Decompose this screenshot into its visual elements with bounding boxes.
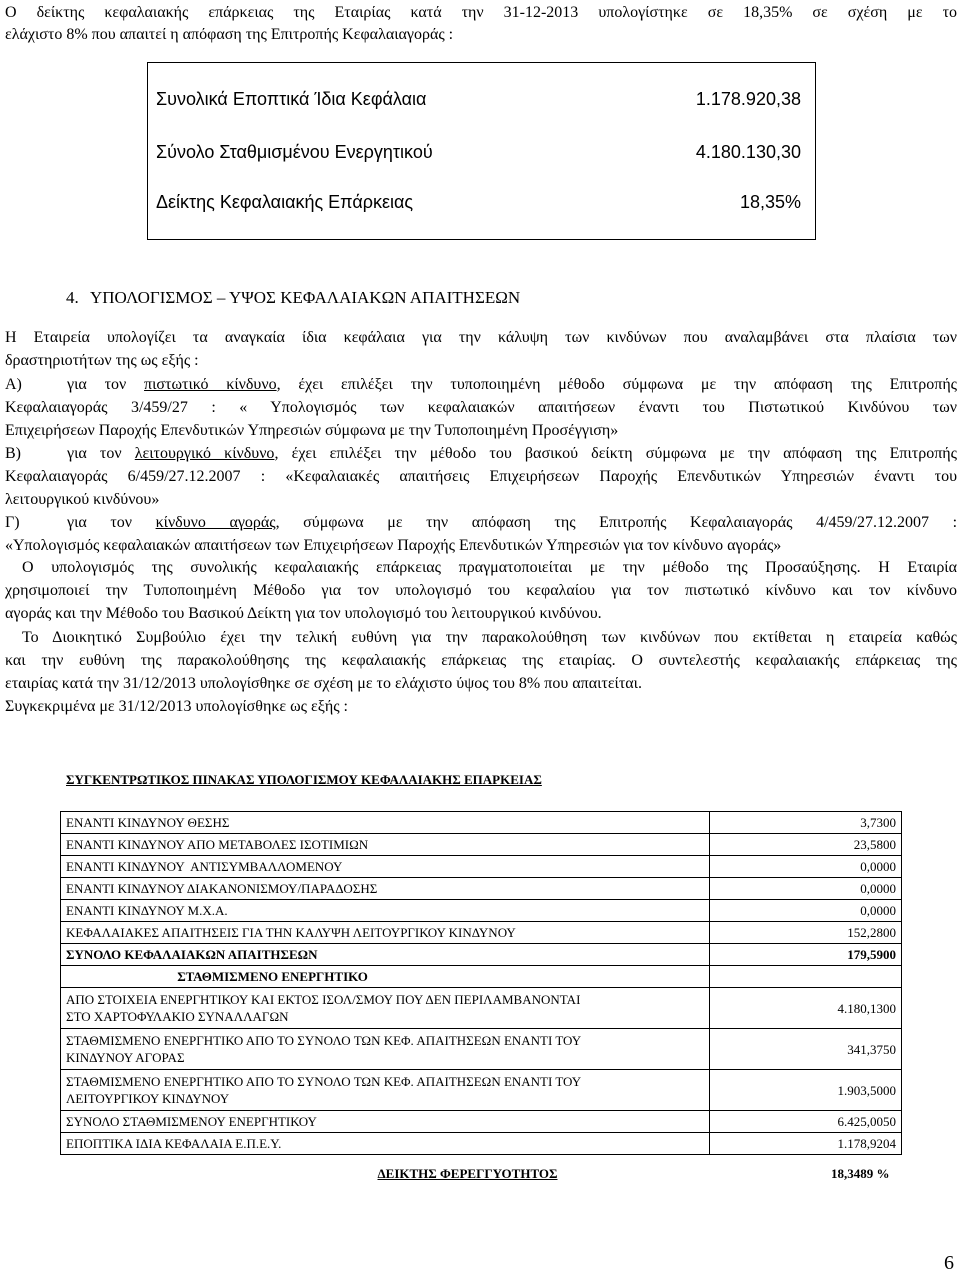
capital-adequacy-table — [60, 811, 902, 1183]
row-label: ΕΝΑΝΤΙ ΚΙΝΔΥΝΟΥ ΑΠΟ ΜΕΤΑΒΟΛΕΣ ΙΣΟΤΙΜΙΩΝ — [61, 834, 710, 856]
item-b-line-3: λειτουργικού κινδύνου» — [5, 491, 160, 508]
row-value: 0,0000 — [710, 856, 902, 878]
body-p1-line-1: Η Εταιρεία υπολογίζει τα αναγκαία ίδια κεφάλαια για την κάλυψη των κινδύνων που αναλαμβάνει στα πλαίσια των — [5, 329, 957, 346]
table-row-ratio — [61, 1155, 902, 1184]
row-label: ΕΠΟΠΤΙΚΑ ΙΔΙΑ ΚΕΦΑΛΑΙΑ Ε.Π.Ε.Υ. — [61, 1133, 710, 1155]
table-row — [61, 1070, 902, 1111]
table-row — [61, 900, 902, 922]
row-value: 6.425,0050 — [710, 1111, 902, 1133]
summary-label-own-funds: Συνολικά Εποπτικά Ίδια Κεφάλαια — [156, 89, 427, 109]
item-c-pre: για τον — [67, 514, 132, 531]
ratio-label: ΔΕΙΚΤΗΣ ΦΕΡΕΓΓΥΟΤΗΤΟΣ — [377, 1166, 558, 1181]
item-b-rest: , έχει επιλέξει την μέθοδο του βασικού δείκτη σύμφωνα με την απόφαση της Επιτροπής — [274, 445, 958, 462]
table-row-total — [61, 944, 902, 966]
row-value: 1.178,9204 — [710, 1133, 902, 1155]
item-b-line-1 — [67, 443, 957, 465]
row-value: 341,3750 — [710, 1029, 902, 1070]
row-value: 1.903,5000 — [710, 1070, 902, 1111]
row-value: 152,2800 — [710, 922, 902, 944]
row-value: 3,7300 — [710, 812, 902, 834]
item-c-prefix: Γ) — [5, 514, 20, 531]
row-value: 0,0000 — [710, 900, 902, 922]
row-label: ΕΝΑΝΤΙ ΚΙΝΔΥΝΟΥ ΑΝΤΙΣΥΜΒΑΛΛΟΜΕΝΟΥ — [61, 856, 710, 878]
body-p2-line-1: Ο υπολογισμός της συνολικής κεφαλαιακής επάρκειας πραγματοποιείται με την μέθοδο της Προσαύξησης. Η Εταιρία — [22, 559, 957, 576]
intro-line-1: Ο δείκτης κεφαλαιακής επάρκειας της Εταιρίας κατά την 31-12-2013 υπολογίστηκε σε 18,35% σε σχέση με το — [5, 4, 957, 21]
ratio-value: 18,3489 % — [831, 1166, 890, 1181]
table-row — [61, 856, 902, 878]
item-a-prefix: Α) — [5, 376, 22, 393]
item-a-line-3: Επιχειρήσεων Παροχής Επενδυτικών Υπηρεσιών σύμφωνα με την Τυποποιημένη Προσέγγιση» — [5, 422, 619, 439]
item-b-pre: για τον — [67, 445, 122, 462]
table-row — [61, 1111, 902, 1133]
table-row — [61, 812, 902, 834]
summary-label-weighted-assets: Σύνολο Σταθμισμένου Ενεργητικού — [156, 142, 433, 162]
row-label: ΣΤΑΘΜΙΣΜΕΝΟ ΕΝΕΡΓΗΤΙΚΟ ΑΠΟ ΤΟ ΣΥΝΟΛΟ ΤΩΝ ΚΕΦ. ΑΠΑΙΤΗΣΕΩΝ ΕΝΑΝΤΙ ΤΟΥ ΚΙΝΔΥΝΟΥ ΑΓΟΡΑΣ — [61, 1029, 710, 1070]
table-row — [61, 1133, 902, 1155]
total-value: 179,5900 — [710, 944, 902, 966]
row-label: ΣΤΑΘΜΙΣΜΕΝΟ ΕΝΕΡΓΗΤΙΚΟ ΑΠΟ ΤΟ ΣΥΝΟΛΟ ΤΩΝ ΚΕΦ. ΑΠΑΙΤΗΣΕΩΝ ΕΝΑΝΤΙ ΤΟΥ ΛΕΙΤΟΥΡΓΙΚΟΥ ΚΙΝΔΥΝΟΥ — [61, 1070, 710, 1111]
row-value: 0,0000 — [710, 878, 902, 900]
item-a-rest: , έχει επιλέξει την τυποποιημένη μέθοδο σύμφωνα με την απόφαση της Επιτροπής — [276, 376, 958, 393]
row-label: ΕΝΑΝΤΙ ΚΙΝΔΥΝΟΥ ΘΕΣΗΣ — [61, 812, 710, 834]
summary-label-ratio: Δείκτης Κεφαλαιακής Επάρκειας — [156, 192, 414, 212]
summary-value-own-funds: 1.178.920,38 — [695, 89, 801, 109]
section-number: 4. — [66, 288, 79, 307]
section-title: ΥΠΟΛΟΓΙΣΜΟΣ – ΥΨΟΣ ΚΕΦΑΛΑΙΑΚΩΝ ΑΠΑΙΤΗΣΕΩΝ — [90, 288, 521, 307]
table-row — [61, 988, 902, 1029]
item-a-line-1 — [67, 374, 957, 396]
summary-box — [147, 62, 816, 240]
body-p2-line-2: χρησιμοποιεί την Τυποποιημένη Μέθοδο για τον υπολογισμό του κεφαλαίου για τον πιστωτικό κίνδυνο και τον κίνδυνο — [5, 582, 957, 599]
row-label: ΕΝΑΝΤΙ ΚΙΝΔΥΝΟΥ ΔΙΑΚΑΝΟΝΙΣΜΟΥ/ΠΑΡΑΔΟΣΗΣ — [61, 878, 710, 900]
summary-value-weighted-assets: 4.180.130,30 — [695, 142, 801, 162]
item-c-line-1 — [67, 512, 957, 534]
intro-line-2: ελάχιστο 8% που απαιτεί η απόφαση της Επιτροπής Κεφαλαιαγοράς : — [5, 26, 454, 43]
body-p4: Συγκεκριμένα με 31/12/2013 υπολογίσθηκε ως εξής : — [5, 698, 348, 715]
summary-value-ratio: 18,35% — [739, 192, 801, 212]
body-p3-line-1: Το Διοικητικό Συμβούλιο έχει την τελική ευθύνη για την παρακολούθηση των κινδύνων που εκτίθεται η εταιρεία καθώς — [22, 629, 957, 646]
item-b-line-2: Κεφαλαιαγοράς 6/459/27.12.2007 : «Κεφαλαιακές απαιτήσεις Επιχειρήσεων Παροχής Επενδυτικών Υπηρεσιών έναντι του — [5, 468, 957, 485]
item-a-pre: για τον — [67, 376, 127, 393]
total-label: ΣΥΝΟΛΟ ΚΕΦΑΛΑΙΑΚΩΝ ΑΠΑΙΤΗΣΕΩΝ — [61, 944, 710, 966]
item-c-line-2: «Υπολογισμός κεφαλαιακών απαιτήσεων των Επιχειρήσεων Παροχής Επενδυτικών Υπηρεσιών για τον κίνδυνο αγοράς» — [5, 537, 782, 554]
item-c-rest: , σύμφωνα με την απόφαση της Επιτροπής Κεφαλαιαγοράς 4/459/27.12.2007 : — [275, 514, 958, 531]
table-title: ΣΥΓΚΕΝΤΡΩΤΙΚΟΣ ΠΙΝΑΚΑΣ ΥΠΟΛΟΓΙΣΜΟΥ ΚΕΦΑΛΑΙΑΚΗΣ ΕΠΑΡΚΕΙΑΣ — [66, 772, 542, 787]
row-value: 23,5800 — [710, 834, 902, 856]
item-a-line-2: Κεφαλαιαγοράς 3/459/27 : « Υπολογισμός των κεφαλαιακών απαιτήσεων έναντι του Πιστωτικού Κινδύνου των — [5, 399, 957, 416]
table-row — [61, 834, 902, 856]
item-a-link: πιστωτικό κίνδυνο — [144, 376, 277, 393]
row-label: ΚΕΦΑΛΑΙΑΚΕΣ ΑΠΑΙΤΗΣΕΙΣ ΓΙΑ ΤΗΝ ΚΑΛΥΨΗ ΛΕΙΤΟΥΡΓΙΚΟΥ ΚΙΝΔΥΝΟΥ — [61, 922, 710, 944]
row-label: ΑΠΟ ΣΤΟΙΧΕΙΑ ΕΝΕΡΓΗΤΙΚΟΥ ΚΑΙ ΕΚΤΟΣ ΙΣΟΛ/ΣΜΟΥ ΠΟΥ ΔΕΝ ΠΕΡΙΛΑΜΒΑΝΟΝΤΑΙ ΣΤΟ ΧΑΡΤΟΦΥΛΑΚΙΟ ΣΥΝΑΛΛΑΓΩΝ — [61, 988, 710, 1029]
body-p2-line-3: αγοράς και την Μέθοδο του Βασικού Δείκτη για τον υπολογισμό του λειτουργικού κινδύνου. — [5, 605, 602, 622]
body-p3-line-3: εταιρίας κατά την 31/12/2013 υπολογίσθηκε σε σχέση με το ελάχιστο ύψος του 8% που απαιτείται. — [5, 675, 642, 692]
item-b-prefix: Β) — [5, 445, 21, 462]
table-row — [61, 878, 902, 900]
body-p1-line-2: δραστηριοτήτων της ως εξής : — [5, 352, 199, 369]
item-c-link: κίνδυνο αγοράς — [155, 514, 276, 531]
row-label: ΕΝΑΝΤΙ ΚΙΝΔΥΝΟΥ Μ.Χ.Α. — [61, 900, 710, 922]
table-row-weighted-header — [61, 966, 902, 988]
row-value: 4.180,1300 — [710, 988, 902, 1029]
table-row — [61, 922, 902, 944]
item-b-link: λειτουργικό κίνδυνο — [134, 445, 275, 462]
page-number: 6 — [944, 1252, 954, 1274]
table-row — [61, 1029, 902, 1070]
weighted-header: ΣΤΑΘΜΙΣΜΕΝΟ ΕΝΕΡΓΗΤΙΚΟ — [61, 966, 710, 988]
weighted-header-blank — [710, 966, 902, 988]
row-label: ΣΥΝΟΛΟ ΣΤΑΘΜΙΣΜΕΝΟΥ ΕΝΕΡΓΗΤΙΚΟΥ — [61, 1111, 710, 1133]
body-p3-line-2: και την ευθύνη της παρακολούθησης της κεφαλαιακής επάρκειας της εταιρίας. Ο συντελεστής κεφαλαιακής επάρκειας της — [5, 652, 957, 669]
